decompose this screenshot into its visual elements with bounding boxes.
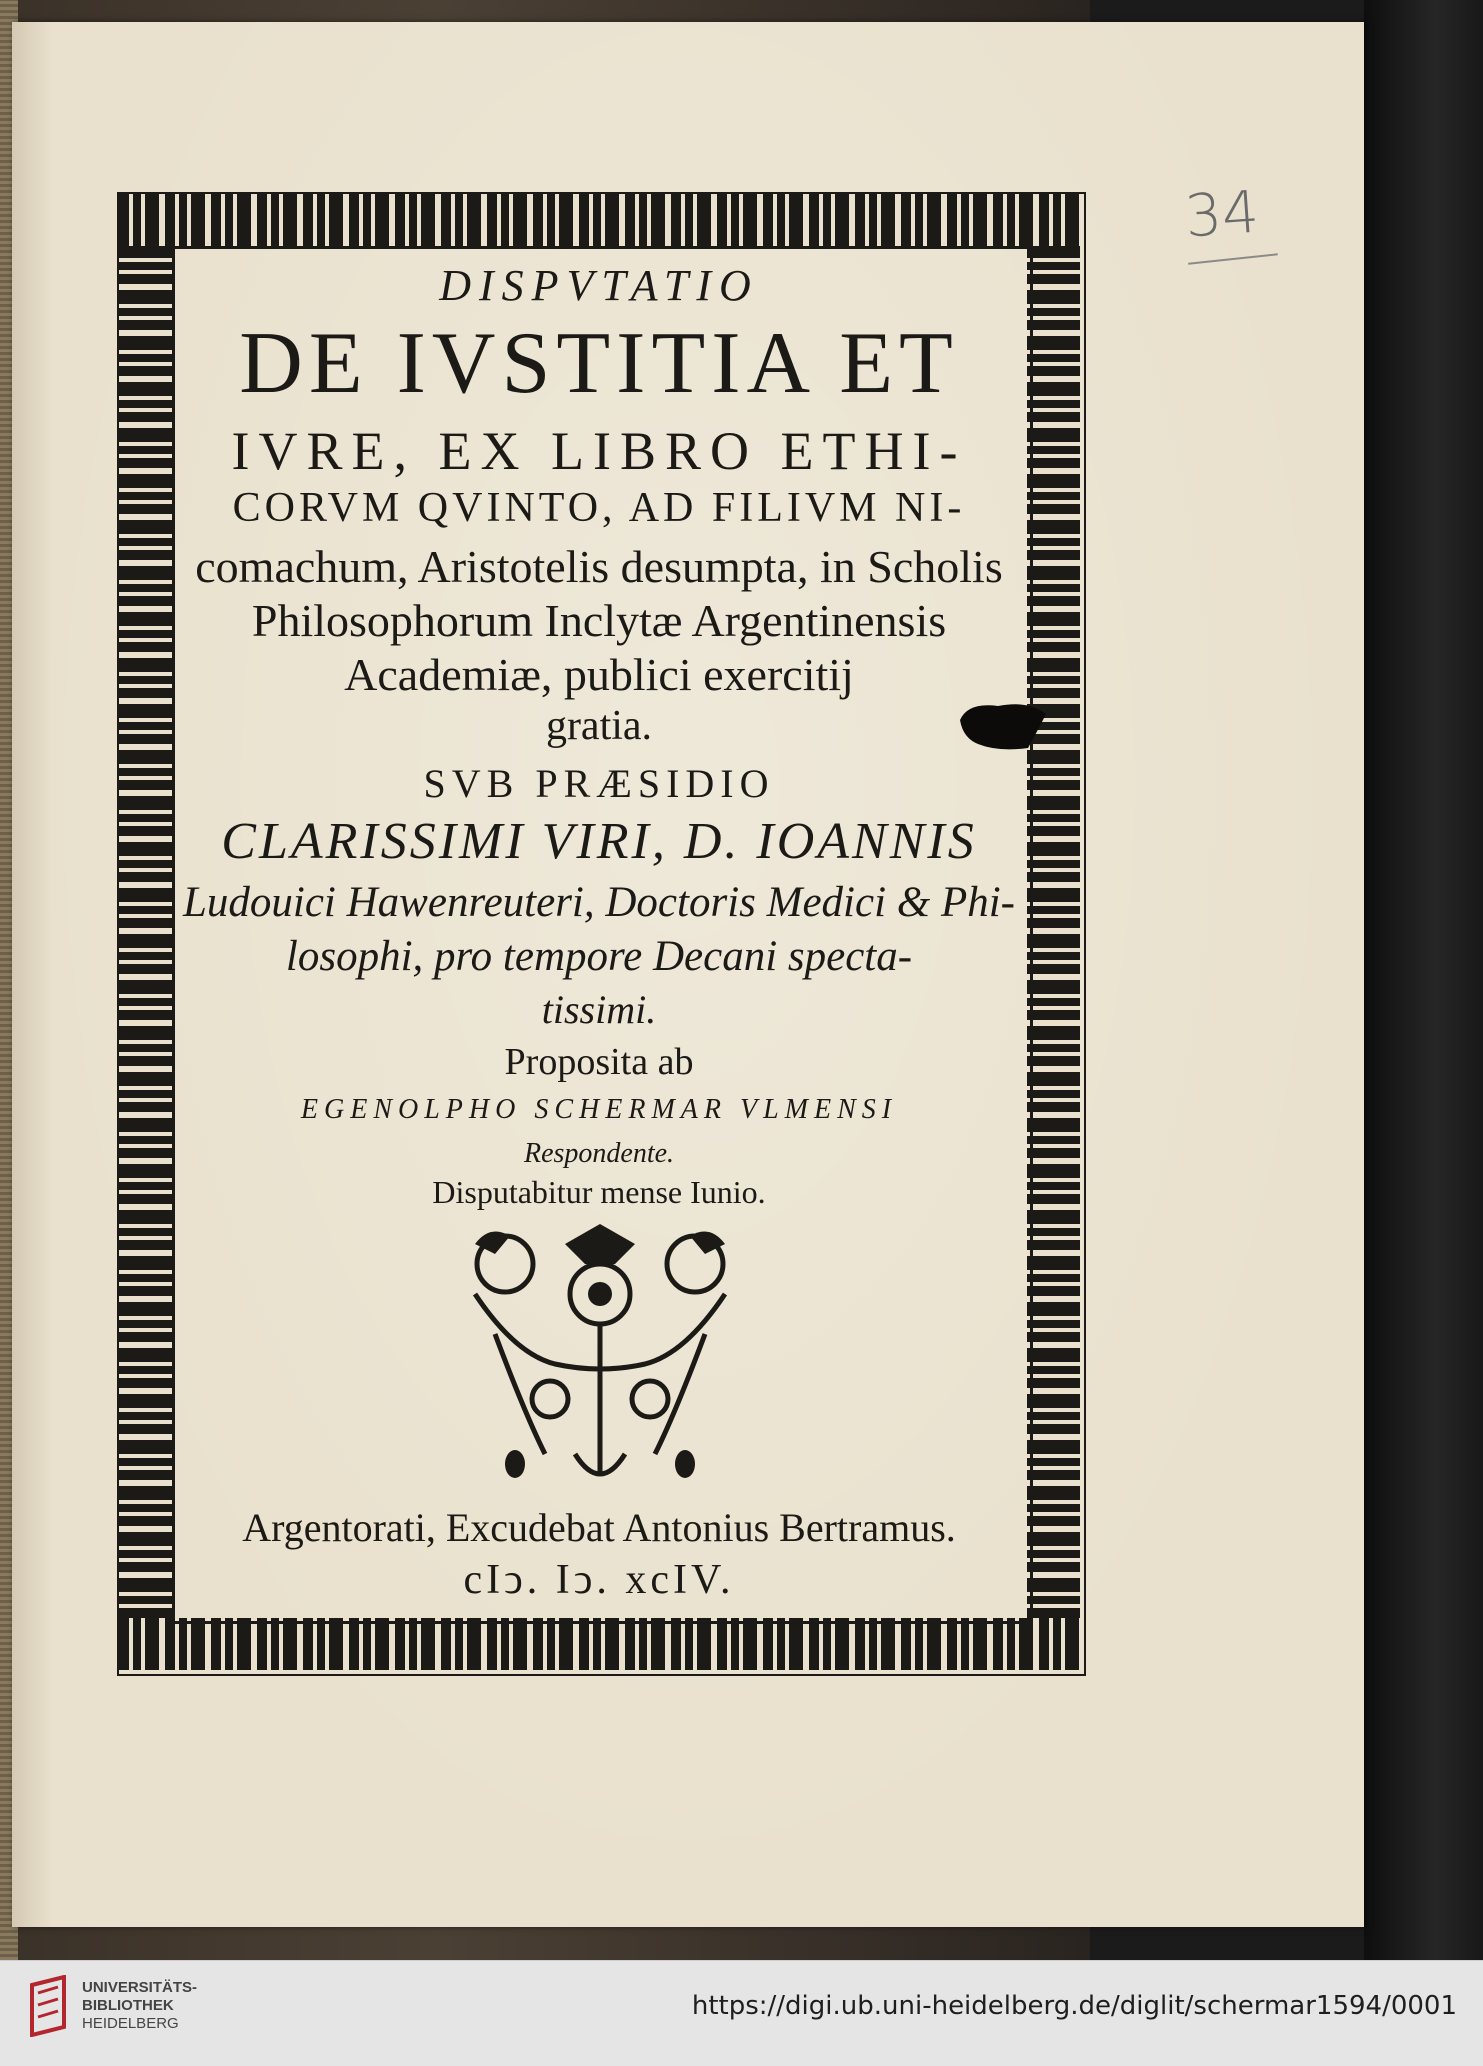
title-line-6: Philosophorum Inclytæ Argentinensis (251, 595, 947, 646)
title-disputatio: DISPVTATIO (439, 261, 759, 310)
title-line-3: IVRE, EX LIBRO ETHI- (231, 421, 967, 481)
praeses-name: CLARISSIMI VIRI, D. IOANNIS (221, 813, 977, 870)
ornament-right (1027, 246, 1080, 1618)
title-line-4: CORVM QVINTO, AD FILIVM NI- (232, 485, 966, 531)
title-line-5: comachum, Aristotelis desumpta, in Scholis (195, 541, 1003, 592)
disputation-date: Disputabitur mense Iunio. (432, 1174, 766, 1210)
footer-bar (0, 1960, 1483, 2066)
title-line-8: gratia. (545, 703, 653, 749)
library-name-line-1: UNIVERSITÄTS- (82, 1979, 198, 1996)
imprint-year: cIↄ. Iↄ. xcIV. (463, 1557, 735, 1603)
praeses-line-4: tissimi. (541, 987, 657, 1032)
proposita-label: Proposita ab (504, 1041, 694, 1083)
ink-blot (958, 700, 1048, 752)
university-library-logo-icon[interactable] (26, 1975, 70, 2037)
praeses-line-3: losophi, pro tempore Decani specta- (285, 933, 913, 980)
ornament-bottom (119, 1618, 1080, 1670)
permalink-url[interactable]: https://digi.ub.uni-heidelberg.de/diglit/schermar1594/0001 (691, 1991, 1457, 2021)
background-right (1364, 0, 1483, 1960)
respondent-name: EGENOLPHO SCHERMAR VLMENSI (300, 1094, 898, 1125)
library-name[interactable] (82, 1979, 197, 2033)
ornament-top (119, 194, 1080, 246)
library-name-line-2: BIBLIOTHEK (82, 1997, 174, 2014)
imprint-line: Argentorati, Excudebat Antonius Bertramus. (242, 1505, 956, 1550)
title-line-7: Academiæ, publici exercitij (344, 649, 854, 700)
title-main: DE IVSTITIA ET (239, 315, 959, 412)
respondent-label: Respondente. (523, 1138, 675, 1169)
pencil-folio-number: 34 (1182, 177, 1262, 251)
praesidio-heading: SVB PRÆSIDIO (423, 761, 775, 806)
library-name-line-3: HEIDELBERG (82, 2015, 179, 2032)
printers-device-woodcut (455, 1224, 745, 1494)
ornament-left (119, 246, 172, 1618)
praeses-line-2: Ludouici Hawenreuteri, Doctoris Medici & Phi- (182, 879, 1015, 926)
